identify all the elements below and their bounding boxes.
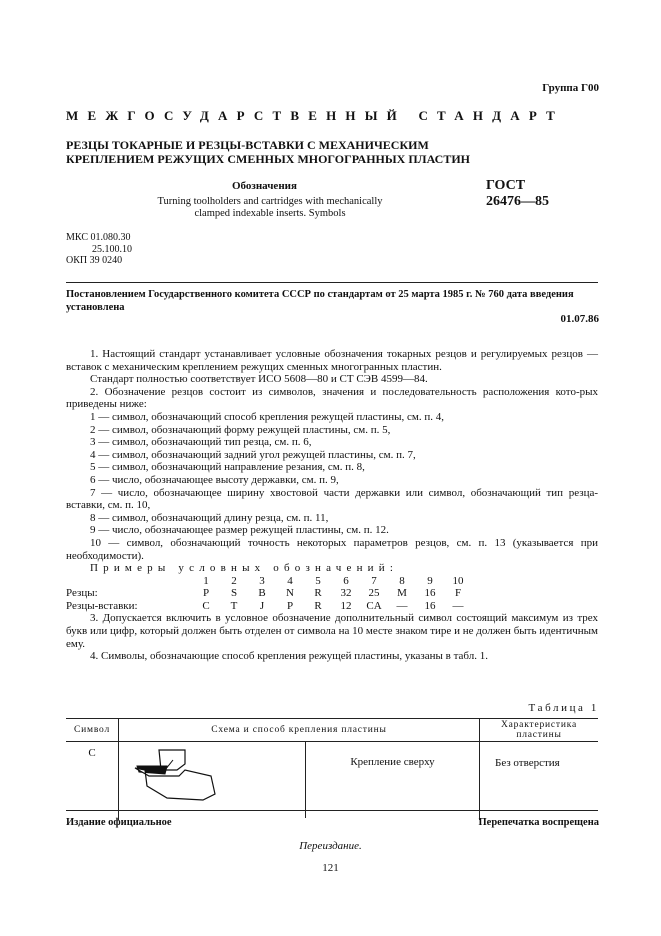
mks-code: МКС 01.080.30 — [66, 232, 131, 243]
symbol-cell: N — [286, 587, 294, 600]
characteristic-value: Без отверстия — [495, 757, 560, 769]
english-title — [140, 196, 400, 220]
symbol-cell: 16 — [424, 599, 436, 612]
row-label: Резцы: — [66, 587, 98, 600]
examples-row — [66, 600, 472, 613]
english-title-line: Turning toolholders and cartridges with mechanically — [157, 196, 383, 207]
standard-banner: МЕЖГОСУДАРСТВЕННЫЙ СТАНДАРТ — [66, 108, 565, 123]
characteristic-cell — [480, 742, 599, 821]
position-number: 5 — [315, 574, 321, 587]
examples-title: Примеры условных обозначений: — [90, 562, 399, 575]
col-header-characteristic: Характеристика пластины — [480, 719, 599, 742]
col-header-scheme: Схема и способ крепления пластины — [119, 719, 480, 742]
paragraph-3: 3. Допускается включить в условное обозначение дополнительный символ состоящий максимум из трех букв или цифр, который должен быть отделен от символа на 10 месте знаком тире и не должен быть идентичным ему. — [66, 612, 598, 650]
col-header-symbol: Символ — [66, 719, 119, 742]
symbol-cell: 32 — [340, 587, 352, 600]
symbol-cell: P — [286, 599, 294, 612]
symbol-cell: 25 — [368, 587, 380, 600]
symbol-cell: F — [454, 587, 462, 600]
mks-code: 25.100.10 — [92, 243, 132, 255]
effective-date: 01.07.86 — [560, 313, 599, 325]
symbol-cell: CA — [366, 599, 382, 612]
classification-codes — [66, 232, 132, 267]
document-title — [66, 138, 486, 166]
position-number: 4 — [287, 574, 293, 587]
symbol-cell: M — [397, 587, 407, 600]
table-caption: Таблица 1 — [528, 702, 599, 714]
symbol-cell: 12 — [340, 599, 352, 612]
paragraph-1: 1. Настоящий стандарт устанавливает условные обозначения токарных резцов и регулируемых резцов — вставок с механическим креплением режущих сменных многогранных пластин. — [66, 348, 598, 373]
examples-row — [66, 587, 472, 600]
title-line: РЕЗЦЫ ТОКАРНЫЕ И РЕЗЦЫ-ВСТАВКИ С МЕХАНИЧЕСКИМ — [66, 138, 429, 152]
document-subtitle: Обозначения — [232, 180, 297, 192]
title-line: КРЕПЛЕНИЕМ РЕЖУЩИХ СМЕННЫХ МНОГОГРАННЫХ ПЛАСТИН — [66, 152, 470, 166]
position-number: 9 — [427, 574, 433, 587]
divider — [66, 282, 598, 283]
list-item: 4 — символ, обозначающий задний угол режущей пластины, см. п. 7, — [90, 448, 416, 461]
table-row — [66, 742, 598, 821]
symbol-cell: 16 — [424, 587, 436, 600]
symbol-cell: R — [314, 599, 322, 612]
reprint-note: Переиздание. — [299, 840, 362, 852]
symbol-value: C — [88, 747, 96, 759]
footer-official-edition: Издание официальное — [66, 817, 172, 828]
position-number: 7 — [371, 574, 377, 587]
symbol-cell — [66, 742, 119, 821]
symbol-cell: T — [230, 599, 238, 612]
body-text — [66, 348, 598, 663]
symbol-cell: J — [259, 599, 265, 612]
examples-table — [66, 575, 472, 613]
table-1 — [66, 718, 598, 820]
list-item: 1 — символ, обозначающий способ крепления режущей пластины, см. п. 4, — [90, 410, 444, 423]
clamping-scheme-drawing — [119, 742, 306, 818]
gost-number — [486, 178, 549, 210]
symbol-cell: R — [314, 587, 322, 600]
group-code: Группа Г00 — [542, 82, 599, 94]
position-number: 2 — [231, 574, 237, 587]
position-number: 1 — [203, 574, 209, 587]
paragraph-2: 2. Обозначение резцов состоит из символов, значения и последовательность расположения кото-рых приведены ниже: — [66, 385, 598, 411]
list-item: 5 — символ, обозначающий направление резания, см. п. 8, — [90, 461, 365, 474]
position-number: 8 — [399, 574, 405, 587]
page-number: 121 — [322, 862, 339, 874]
gost-label: ГОСТ — [486, 178, 526, 193]
top-clamp-diagram-icon — [119, 742, 305, 818]
examples-numbers-row — [66, 575, 472, 588]
symbol-cell: — — [452, 599, 464, 612]
paragraph-1b: Стандарт полностью соответствует ИСО 5608—80 и СТ СЭВ 4599—84. — [90, 373, 428, 386]
symbol-cell: B — [258, 587, 266, 600]
symbol-cell: S — [230, 587, 238, 600]
list-item: 10 — символ, обозначающий точность некоторых параметров резцов, см. п. 13 (указывается при необходимости). — [66, 536, 598, 562]
clamping-method: Крепление сверху — [350, 756, 435, 768]
symbol-cell: C — [202, 599, 210, 612]
symbol-cell: P — [202, 587, 210, 600]
scheme-cell — [119, 742, 480, 821]
position-number: 10 — [452, 574, 464, 587]
list-item: 9 — число, обозначающее размер режущей пластины, см. п. 12. — [90, 524, 389, 537]
table-header-row — [66, 719, 598, 742]
list-item: 2 — символ, обозначающий форму режущей пластины, см. п. 5, — [90, 423, 391, 436]
decree-text: Постановлением Государственного комитета СССР по стандартам от 25 марта 1985 г. № 760 дата введения установлена — [66, 289, 574, 313]
divider — [66, 810, 598, 811]
list-item: 8 — символ, обозначающий длину резца, см. п. 11, — [90, 511, 329, 524]
footer-reprint-prohibited: Перепечатка воспрещена — [478, 817, 599, 828]
english-title-line: clamped indexable inserts. Symbols — [194, 208, 346, 219]
list-item: 7 — число, обозначающее ширину хвостовой части державки или символ, обозначающий тип резца-вставки, см. п. 10, — [66, 486, 598, 512]
row-label: Резцы-вставки: — [66, 599, 138, 612]
position-number: 6 — [343, 574, 349, 587]
list-item: 6 — число, обозначающее высоту державки, см. п. 9, — [90, 473, 339, 486]
list-item: 3 — символ, обозначающий тип резца, см. п. 6, — [90, 436, 312, 449]
symbol-cell: — — [396, 599, 408, 612]
okp-code: ОКП 39 0240 — [66, 255, 123, 266]
paragraph-4: 4. Символы, обозначающие способ крепления режущей пластины, указаны в табл. 1. — [90, 650, 488, 663]
position-number: 3 — [259, 574, 265, 587]
gost-code: 26476—85 — [486, 194, 549, 209]
